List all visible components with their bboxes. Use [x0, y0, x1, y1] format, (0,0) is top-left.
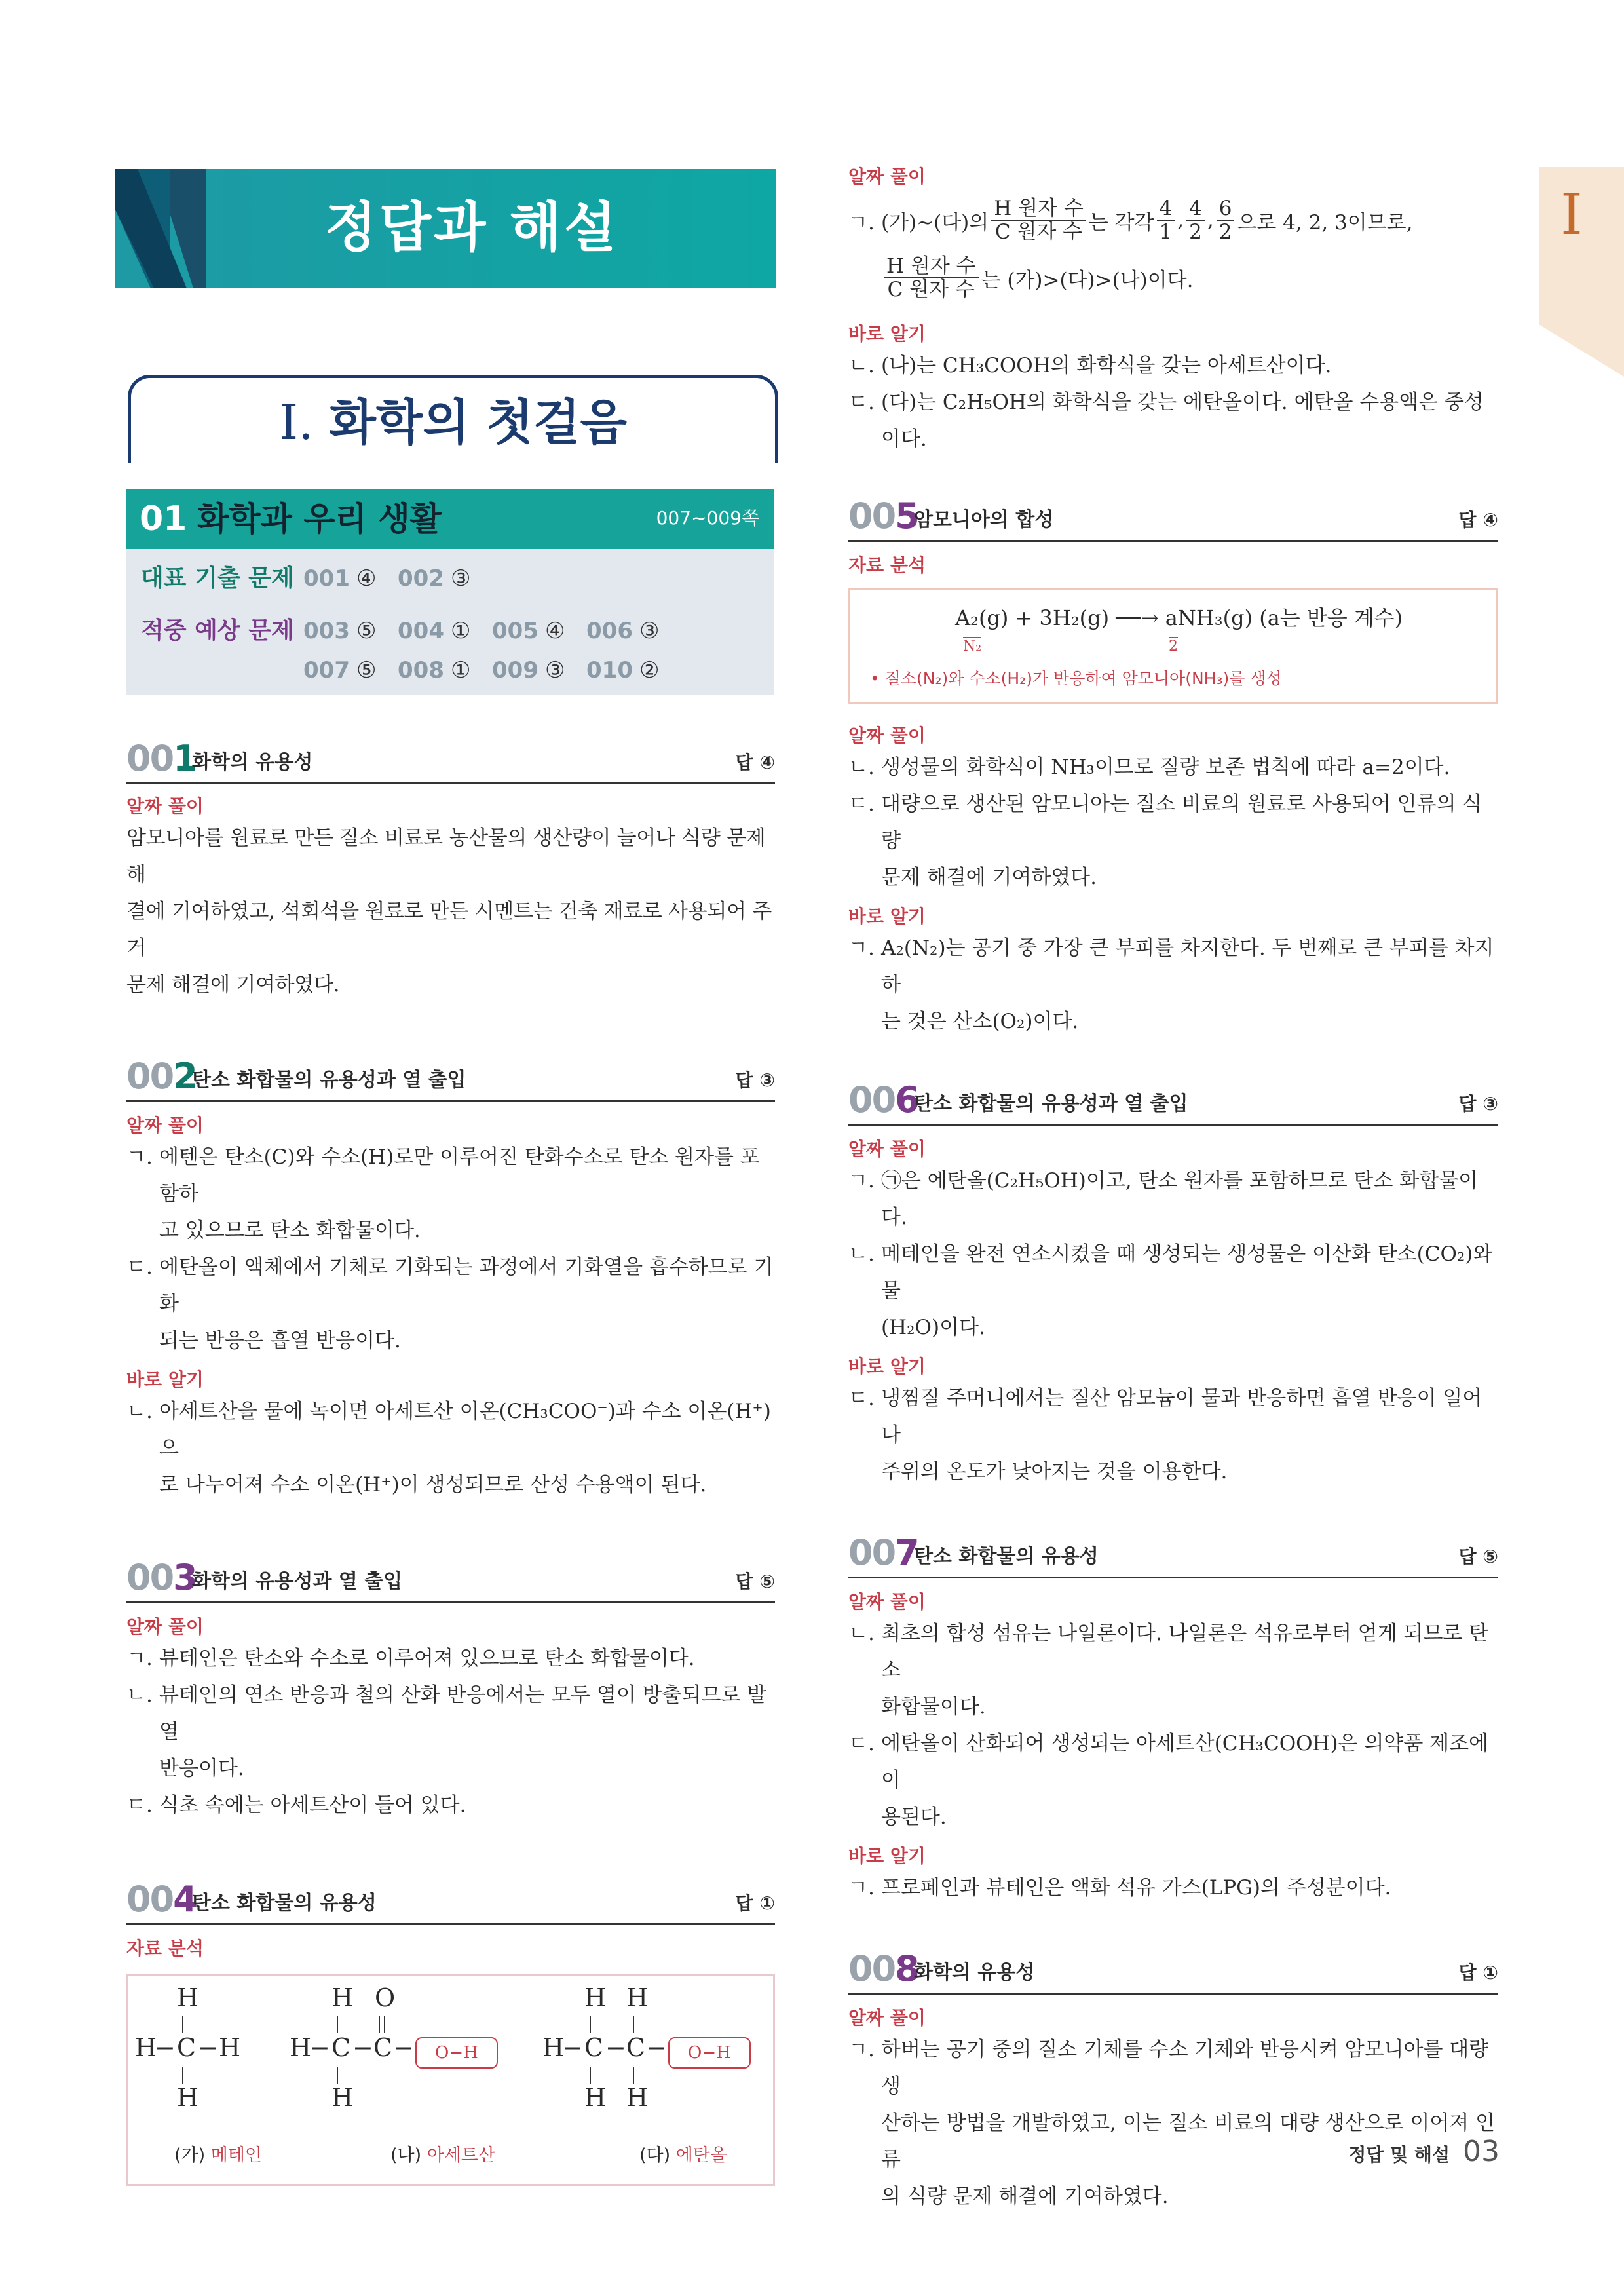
q003-sol-label: 알짜 풀이: [126, 1616, 204, 1637]
atom-h: H: [626, 2083, 649, 2112]
q004-fix: [848, 347, 1498, 457]
q006-fix-label: 바로 알기: [848, 1356, 926, 1377]
answer-choice: ④: [544, 618, 565, 644]
text-line: (나)는 CH₃COOH의 화학식을 갖는 아세트산이다.: [881, 354, 1332, 377]
section-title: 화학과 우리 생활: [197, 500, 442, 538]
sol-text: 는 (가)>(다)>(나)이다.: [981, 268, 1194, 292]
list-marker: ㄱ.: [848, 936, 875, 960]
text-line: 에탄올이 산화되어 생성되는 아세트산(CH₃COOH)은 의약품 제조에 이: [881, 1732, 1488, 1792]
q004-fraction-line: ㄱ. (가)~(다)의 $\frac{\text{H 원자 수}}{\text{C 원자 수}}$ 는 각각 $\frac{4}{1}$ , $\frac{4}{2}$ , $\frac{6}{2}$ 으로 4, 2, 3이므로,: [848, 196, 1413, 244]
list-marker: ㄱ.: [848, 2038, 875, 2061]
list-item-text: [881, 749, 1498, 786]
q001-sol-line: 결에 기여하였고, 석회석을 원료로 만든 시멘트는 건축 재료로 사용되어 주거: [126, 900, 772, 960]
q003-title: 화학의 유용성과 열 출입: [192, 1570, 403, 1593]
list-item-text: [881, 1162, 1498, 1236]
bond-h: −: [605, 2033, 626, 2062]
list-item: [848, 1725, 1498, 1835]
right-column: [848, 164, 1498, 2215]
list-item-text: [881, 384, 1498, 457]
atom-c: C: [373, 2033, 393, 2062]
q008-solution: [848, 2031, 1498, 2215]
list-item: [848, 930, 1498, 1040]
text-line: 화합물이다.: [881, 1695, 986, 1719]
q007-fix: [848, 1869, 1498, 1906]
bond-h: −: [646, 2033, 667, 2062]
list-marker: ㄱ.: [126, 1647, 153, 1670]
part-title-text: 화학의 첫걸음: [329, 394, 627, 451]
answer-choice: ⑤: [356, 657, 377, 683]
structure-box: [126, 1974, 775, 2186]
answer-choice: ③: [450, 565, 471, 592]
atom-c: C: [177, 2033, 197, 2062]
bond-vertical: [182, 2016, 183, 2033]
q002-number: 002: [126, 1056, 197, 1097]
chapter-side-tab-label: I: [1560, 182, 1583, 248]
q004-header: [126, 1880, 775, 1925]
ratio-fraction: $\frac{4}{1}$: [1157, 197, 1175, 243]
equation-sub-n2: N₂: [963, 638, 982, 655]
q005-sol-label: 알짜 풀이: [848, 725, 926, 746]
q007-number: 007: [848, 1532, 918, 1573]
rep-answer-chip: [303, 560, 398, 598]
list-marker: ㄱ.: [848, 1169, 875, 1193]
q004-data-label: 자료 분석: [126, 1938, 204, 1959]
list-item: [126, 1677, 775, 1787]
q003-solution: [126, 1640, 775, 1824]
text-line: 뷰테인의 연소 반응과 철의 산화 반응에서는 모두 열이 방출되므로 발열: [159, 1683, 767, 1744]
bond-vertical: [633, 2016, 634, 2033]
list-marker: ㄷ.: [848, 792, 875, 816]
text-line: 되는 반응은 흡열 반응이다.: [159, 1329, 401, 1352]
atom-c: C: [626, 2033, 646, 2062]
q007-fix-label: 바로 알기: [848, 1845, 926, 1867]
bond-vertical: [182, 2067, 183, 2084]
bond-vertical: [337, 2016, 338, 2033]
sol-text: 으로 4, 2, 3이므로,: [1237, 210, 1413, 235]
answer-question-number: 001: [303, 565, 350, 592]
q001-header: [126, 739, 775, 784]
atom-o: O: [375, 1983, 396, 2012]
q002-title: 탄소 화합물의 유용성과 열 출입: [192, 1069, 466, 1092]
answer-choice: ③: [639, 618, 660, 644]
atom-h: H: [584, 2083, 607, 2112]
text-line: 산하는 방법을 개발하였고, 이는 질소 비료의 대량 생산으로 이어져 인류: [881, 2111, 1496, 2172]
q008-sol-label: 알짜 풀이: [848, 2007, 926, 2029]
q006-header: [848, 1081, 1498, 1126]
q005-solution: [848, 749, 1498, 896]
answer-choice: ③: [544, 657, 565, 683]
answer-question-number: 002: [398, 565, 444, 592]
q001-sol-label: 알짜 풀이: [126, 795, 204, 817]
caption-ethanol: (다) 에탄올: [639, 2145, 727, 2166]
q001-sol-line: 문제 해결에 기여하였다.: [126, 973, 340, 997]
list-item: [848, 1162, 1498, 1236]
bond-vertical: [590, 2016, 591, 2033]
q005-fix: [848, 930, 1498, 1040]
answer-question-number: 006: [586, 618, 633, 644]
q004-sol-label: 알짜 풀이: [848, 166, 926, 187]
q002-fix-label: 바로 알기: [126, 1369, 204, 1390]
atom-h: H: [584, 1983, 607, 2012]
list-marker: ㄴ.: [848, 354, 875, 377]
double-bond: [379, 2016, 380, 2033]
list-marker: ㄴ.: [848, 1622, 875, 1645]
ratio-fraction: $\frac{6}{2}$: [1217, 197, 1235, 243]
list-item-text: [159, 1787, 775, 1824]
exp-answer-chip: [303, 612, 398, 650]
equation: A₂(g) + 3H₂(g) ──→ aNH₃(g) (a는 반응 계수): [955, 605, 1403, 630]
q005-answer: 답 ④: [1458, 509, 1498, 531]
answer-question-number: 004: [398, 618, 444, 644]
text-line: 주위의 온도가 낮아지는 것을 이용한다.: [881, 1460, 1228, 1483]
list-marker: ㄱ.: [848, 1876, 875, 1900]
text-line: ㉠은 에탄올(C₂H₅OH)이고, 탄소 원자를 포함하므로 탄소 화합물이다.: [881, 1169, 1479, 1229]
q005-fix-label: 바로 알기: [848, 906, 926, 927]
answer-choice: ①: [450, 618, 471, 644]
list-item: [848, 786, 1498, 896]
list-marker: ㄴ.: [126, 1400, 153, 1423]
sol-text: 는 각각: [1088, 210, 1154, 235]
h-c-ratio-fraction: $\frac{\text{H 원자 수}}{\text{C 원자 수}}$: [991, 197, 1086, 243]
q006-sol-label: 알짜 풀이: [848, 1138, 926, 1160]
list-marker: ㄷ.: [126, 1255, 153, 1279]
section-band: [126, 489, 774, 695]
double-bond: [384, 2016, 385, 2033]
caption-methane: (가) 메테인: [174, 2145, 262, 2166]
q002-solution: [126, 1139, 775, 1359]
q008-answer: 답 ①: [1458, 1962, 1498, 1983]
list-item-text: [881, 786, 1498, 896]
bond-vertical: [337, 2067, 338, 2084]
q007-solution: [848, 1615, 1498, 1835]
oh-group-box: O−H: [668, 2037, 751, 2069]
text-line: 메테인을 완전 연소시켰을 때 생성되는 생성물은 이산화 탄소(CO₂)와 물: [881, 1242, 1493, 1303]
text-line: 는 것은 산소(O₂)이다.: [881, 1010, 1079, 1033]
exp-answer-chip: [492, 651, 586, 689]
list-marker: ㄷ.: [126, 1793, 153, 1817]
text-line: (H₂O)이다.: [881, 1316, 985, 1339]
ethanol-structure: [542, 1983, 772, 2114]
answer-question-number: 005: [492, 618, 538, 644]
q001-number: 001: [126, 738, 197, 779]
footer-label: 정답 및 해설: [1348, 2144, 1450, 2166]
text-line: 아세트산을 물에 녹이면 아세트산 이온(CH₃COO⁻)과 수소 이온(H⁺)으: [159, 1400, 771, 1460]
list-item: [126, 1393, 775, 1503]
q006-answer: 답 ③: [1458, 1093, 1498, 1115]
bond-h: −: [198, 2033, 219, 2062]
list-item-text: [881, 1725, 1498, 1835]
list-item-text: [881, 930, 1498, 1040]
text-line: (다)는 C₂H₅OH의 화학식을 갖는 에탄올이다. 에탄올 수용액은 중성이다.: [881, 391, 1484, 451]
q005-number: 005: [848, 495, 918, 537]
text-line: A₂(N₂)는 공기 중 가장 큰 부피를 차지한다. 두 번째로 큰 부피를 차지하: [881, 936, 1494, 997]
answer-question-number: 008: [398, 657, 444, 683]
atom-h: H: [542, 2033, 565, 2062]
list-item: [848, 1615, 1498, 1725]
q002-sol-label: 알짜 풀이: [126, 1115, 204, 1136]
exp-label: 적중 예상 문제: [141, 617, 294, 644]
atom-h: H: [331, 2083, 354, 2112]
text-line: 고 있으므로 탄소 화합물이다.: [159, 1219, 421, 1242]
text-line: 문제 해결에 기여하였다.: [881, 866, 1097, 889]
footer: [1348, 2135, 1500, 2174]
sol-text: (가)~(다)의: [881, 210, 989, 235]
answer-question-number: 009: [492, 657, 538, 683]
list-item: [848, 384, 1498, 457]
q004-answer: 답 ①: [735, 1892, 775, 1914]
list-item: [848, 1236, 1498, 1346]
page-number: 03: [1463, 2135, 1500, 2168]
q005-header: [848, 497, 1498, 542]
list-item-text: [881, 2031, 1498, 2215]
atom-c: C: [331, 2033, 351, 2062]
list-item-text: [159, 1249, 775, 1359]
bond-h: −: [352, 2033, 373, 2062]
atom-c: C: [584, 2033, 604, 2062]
list-item-text: [159, 1139, 775, 1249]
text-line: 하버는 공기 중의 질소 기체를 수소 기체와 반응시켜 암모니아를 대량 생: [881, 2038, 1489, 2098]
list-item: [848, 1869, 1498, 1906]
q008-title: 화학의 유용성: [914, 1961, 1035, 1984]
atom-h: H: [135, 2033, 157, 2062]
section-number: 01: [140, 499, 187, 539]
list-item-text: [159, 1677, 775, 1787]
text-line: 프로페인과 뷰테인은 액화 석유 가스(LPG)의 주성분이다.: [881, 1876, 1391, 1900]
q002-header: [126, 1057, 775, 1102]
q003-answer: 답 ⑤: [735, 1571, 775, 1592]
list-marker: ㄴ.: [126, 1683, 153, 1707]
equation-box: [848, 588, 1498, 704]
equation-note: • 질소(N₂)와 수소(H₂)가 반응하여 암모니아(NH₃)를 생성: [870, 669, 1282, 688]
q001-solution: [126, 820, 775, 1003]
list-item-text: [159, 1393, 775, 1503]
text-line: 의 식량 문제 해결에 기여하였다.: [881, 2185, 1169, 2208]
q006-number: 006: [848, 1079, 918, 1120]
q008-header: [848, 1949, 1498, 1995]
q002-fix: [126, 1393, 775, 1503]
answer-choice: ④: [356, 565, 377, 592]
atom-h: H: [331, 1983, 354, 2012]
answer-choice: ①: [450, 657, 471, 683]
exp-answers: [303, 612, 762, 689]
answer-choice: ②: [639, 657, 660, 683]
q007-title: 탄소 화합물의 유용성: [914, 1545, 1099, 1568]
rep-label: 대표 기출 문제: [141, 565, 294, 592]
rep-answers: [303, 560, 492, 598]
list-marker: ㄷ.: [848, 391, 875, 414]
list-marker: ㄴ.: [848, 1242, 875, 1266]
q005-title: 암모니아의 합성: [914, 508, 1054, 531]
list-marker: ㄱ.: [126, 1145, 153, 1169]
list-item-text: [159, 1640, 775, 1677]
text-line: 로 나누어져 수소 이온(H⁺)이 생성되므로 산성 수용액이 된다.: [159, 1473, 707, 1497]
left-column: [126, 739, 775, 2186]
list-item: [848, 2031, 1498, 2215]
q003-header: [126, 1558, 775, 1603]
text-line: 대량으로 생산된 암모니아는 질소 비료의 원료로 사용되어 인류의 식량: [881, 792, 1482, 852]
answer-question-number: 007: [303, 657, 350, 683]
q002-answer: 답 ③: [735, 1069, 775, 1091]
atom-h: H: [177, 1983, 199, 2012]
part-title: [128, 387, 778, 459]
exp-answer-chip: [586, 651, 681, 689]
exp-answer-chip: [586, 612, 681, 650]
q006-fix: [848, 1380, 1498, 1490]
q004-title: 탄소 화합물의 유용성: [192, 1892, 377, 1915]
exp-answer-chip: [398, 612, 492, 650]
text-line: 식초 속에는 아세트산이 들어 있다.: [159, 1793, 466, 1817]
list-item-text: [881, 1869, 1498, 1906]
section-pages: 007~009쪽: [656, 507, 759, 529]
bond-vertical: [633, 2067, 634, 2084]
q007-answer: 답 ⑤: [1458, 1546, 1498, 1567]
exp-answer-chip: [492, 612, 586, 650]
q008-number: 008: [848, 1948, 918, 1989]
q004-fix-label: 바로 알기: [848, 323, 926, 345]
q007-header: [848, 1533, 1498, 1578]
rep-answer-chip: [398, 560, 492, 598]
bond-h: −: [393, 2033, 414, 2062]
ratio-fraction: $\frac{4}{2}$: [1186, 197, 1205, 243]
bond-vertical: [590, 2067, 591, 2084]
list-marker: ㄴ.: [848, 756, 875, 779]
list-marker: ㄷ.: [848, 1732, 875, 1755]
list-item: [126, 1249, 775, 1359]
q007-sol-label: 알짜 풀이: [848, 1591, 926, 1613]
exp-answer-chip: [398, 651, 492, 689]
q005-data-label: 자료 분석: [848, 554, 926, 576]
list-item: [126, 1640, 775, 1677]
atom-h: H: [626, 1983, 649, 2012]
q006-solution: [848, 1162, 1498, 1346]
bond-h: −: [309, 2033, 330, 2062]
text-line: 에텐은 탄소(C)와 수소(H)로만 이루어진 탄화수소로 탄소 원자를 포함하: [159, 1145, 760, 1206]
list-item-text: [881, 1236, 1498, 1346]
list-item: [848, 347, 1498, 384]
q006-title: 탄소 화합물의 유용성과 열 출입: [914, 1092, 1188, 1115]
text-line: 에탄올이 액체에서 기체로 기화되는 과정에서 기화열을 흡수하므로 기화: [159, 1255, 774, 1316]
acetic-acid-structure: [290, 1983, 525, 2114]
exp-answer-chip: [303, 651, 398, 689]
q001-title: 화학의 유용성: [192, 751, 313, 774]
q004-fraction-line-2: [848, 253, 1498, 303]
list-item: [848, 749, 1498, 786]
atom-h: H: [177, 2083, 199, 2112]
q004-number: 004: [126, 1879, 197, 1920]
answer-choice: ⑤: [356, 618, 377, 644]
bond-h: −: [562, 2033, 583, 2062]
text-line: 냉찜질 주머니에서는 질산 암모늄이 물과 반응하면 흡열 반응이 일어나: [881, 1387, 1482, 1447]
banner-title: 정답과 해설: [324, 197, 619, 259]
atom-h: H: [219, 2033, 241, 2062]
q003-number: 003: [126, 1557, 197, 1598]
text-line: 반응이다.: [159, 1757, 244, 1780]
text-line: 용된다.: [881, 1805, 947, 1829]
bond-h: −: [155, 2033, 176, 2062]
oh-group-box: O−H: [415, 2037, 498, 2069]
methane-structure: [135, 1983, 253, 2114]
text-line: 최초의 합성 섬유는 나일론이다. 나일론은 석유로부터 얻게 되므로 탄소: [881, 1622, 1489, 1682]
text-line: 뷰테인은 탄소와 수소로 이루어져 있으므로 탄소 화합물이다.: [159, 1647, 695, 1670]
equation-sub-2: 2: [1169, 638, 1178, 655]
list-item-text: [881, 1380, 1498, 1490]
answer-question-number: 010: [586, 657, 633, 683]
part-roman: I.: [279, 394, 314, 451]
list-item: [126, 1139, 775, 1249]
list-marker: ㄷ.: [848, 1387, 875, 1410]
list-item-text: [881, 1615, 1498, 1725]
q001-sol-line: 암모니아를 원료로 만든 질소 비료로 농산물의 생산량이 늘어나 식량 문제 해: [126, 826, 766, 887]
answer-question-number: 003: [303, 618, 350, 644]
list-marker: ㄱ.: [848, 210, 875, 235]
h-c-ratio-fraction: $\frac{\text{H 원자 수}}{\text{C 원자 수}}$: [884, 255, 979, 301]
list-item: [126, 1787, 775, 1824]
caption-acetic-acid: (나) 아세트산: [390, 2145, 496, 2166]
list-item-text: [881, 347, 1498, 384]
q001-answer: 답 ④: [735, 752, 775, 773]
list-item: [848, 1380, 1498, 1490]
atom-h: H: [290, 2033, 312, 2062]
text-line: 생성물의 화학식이 NH₃이므로 질량 보존 법칙에 따라 a=2이다.: [881, 756, 1450, 779]
